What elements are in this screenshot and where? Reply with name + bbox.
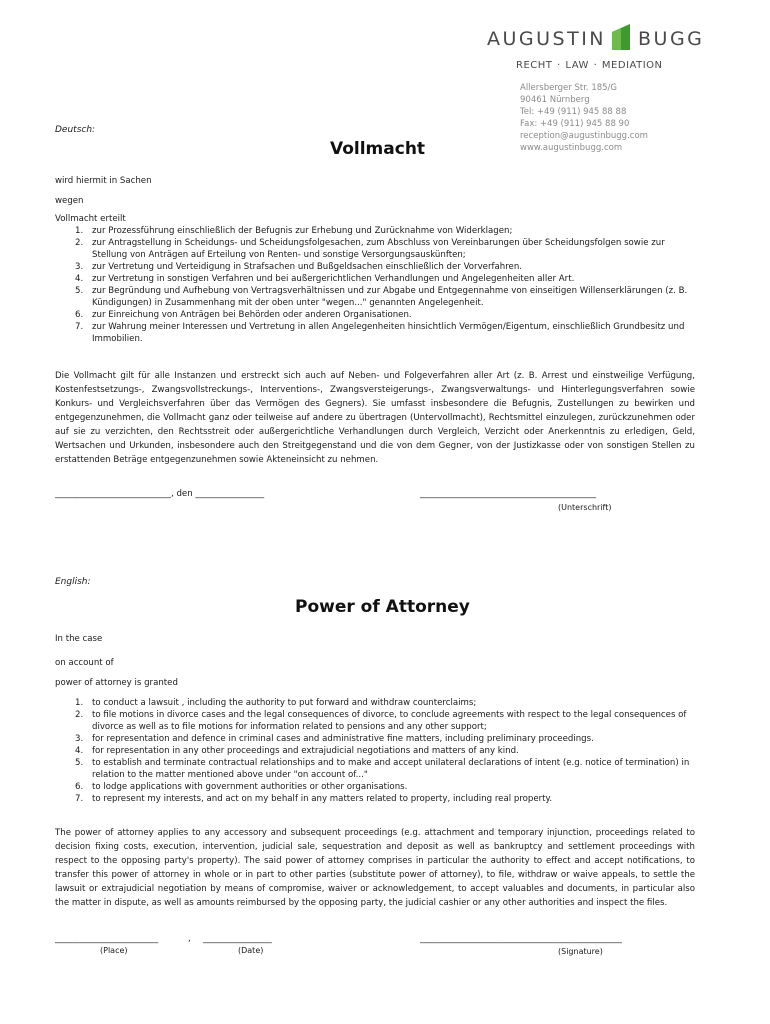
list-item: 2. zur Antragstellung in Scheidungs- und Scheidungsfolgesachen, zum Abschluss von Vereinbarungen über Scheidungsfolgen sowie zur Stellung von Anträgen auf Erteilung von Renten- und sonstige Versorgungsauskünften;	[75, 238, 665, 260]
contact-block	[520, 82, 648, 154]
english-regarding-line: on account of	[55, 658, 114, 668]
contact-line: Fax: +49 (911) 945 88 90	[520, 119, 630, 129]
german-case-line: wird hiermit in Sachen	[55, 176, 152, 186]
list-item: 7. zur Wahrung meiner Interessen und Vertretung in allen Angelegenheiten hinsichtlich Vermögen/Eigentum, einschließlich Grundbesitz und Immobilien.	[75, 322, 685, 344]
list-item: 5. zur Begründung und Aufhebung von Vertragsverhältnissen und zur Abgabe und Entgegennahme von einseitigen Willenserklärungen (z. B. Kündigungen) in Zusammenhang mit der oben unter "wegen..." genannten Angelegenheit.	[75, 286, 688, 308]
english-items-list	[55, 697, 700, 805]
contact-line: www.augustinbugg.com	[520, 143, 623, 153]
list-item: 5. to establish and terminate contractual relationships and to make and accept unilateral declarations of intent (e.g. notice of termination) in relation to the matter mentioned above under "on account of..."	[75, 758, 690, 780]
german-title: Vollmacht	[330, 139, 426, 159]
english-date-label: (Date)	[238, 946, 264, 955]
logo-right-word: BUGG	[638, 28, 705, 50]
english-label: English:	[55, 577, 91, 587]
german-label: Deutsch:	[55, 125, 96, 135]
list-item: 1. to conduct a lawsuit , including the authority to put forward and withdraw counterclaims;	[75, 698, 477, 708]
english-case-line: In the case	[55, 634, 103, 644]
german-regarding-line: wegen	[55, 196, 84, 206]
english-date-line[interactable]: ________________	[203, 934, 272, 944]
logo-tagline: RECHT · LAW · MEDIATION	[516, 60, 663, 71]
german-items-list	[55, 225, 700, 345]
list-item: 4. zur Vertretung in sonstigen Verfahren und bei außergerichtlichen Verhandlungen und Angelegenheiten aller Art.	[75, 274, 575, 284]
list-item: 1. zur Prozessführung einschließlich der Befugnis zur Erhebung und Zurücknahme von Widerklagen;	[75, 226, 513, 236]
english-place-label: (Place)	[100, 946, 128, 955]
english-granted-line: power of attorney is granted	[55, 678, 178, 688]
english-signature-line[interactable]: _______________________________________________	[420, 934, 622, 944]
german-place-date-line[interactable]: ___________________________, den ________________	[55, 489, 265, 499]
logo-left-word: AUGUSTIN	[487, 28, 607, 50]
list-item: 7. to represent my interests, and act on my behalf in any matters related to property, including real property.	[75, 794, 553, 804]
contact-line: Allersberger Str. 185/G	[520, 83, 618, 93]
contact-line: reception@augustinbugg.com	[520, 131, 648, 141]
english-comma: ,	[188, 934, 191, 944]
list-item: 6. to lodge applications with government authorities or other organisations.	[75, 782, 408, 792]
list-item: 3. zur Vertretung und Verteidigung in Strafsachen und Bußgeldsachen einschließlich der Vorverfahren.	[75, 262, 523, 272]
logo-leaf-icon	[610, 22, 634, 52]
english-title: Power of Attorney	[295, 597, 470, 617]
english-signature-label: (Signature)	[558, 947, 603, 956]
list-item: 4. for representation in any other proceedings and extrajudicial negotiations and matters of any kind.	[75, 746, 519, 756]
contact-line: 90461 Nürnberg	[520, 95, 590, 105]
german-granted-line: Vollmacht erteilt	[55, 214, 126, 224]
list-item: 6. zur Einreichung von Anträgen bei Behörden oder anderen Organisationen.	[75, 310, 412, 320]
english-place-line[interactable]: ________________________	[55, 934, 159, 944]
contact-line: Tel: +49 (911) 945 88 88	[520, 107, 627, 117]
german-signature-line[interactable]: _________________________________________	[420, 489, 597, 499]
german-scope-paragraph: Die Vollmacht gilt für alle Instanzen und erstreckt sich auch auf Neben- und Folgeverfahren aller Art (z. B. Arrest und einstweilige Verfügung, Kostenfestsetzungs-, Zwangsvollstreckungs-, Interventions-, Zwangsversteigerungs-, Zwangsverwaltungs- und Hinterlegungsverfahren sowie Konkurs- und Vergleichsverfahren über das Vermögen des Gegners). Sie umfasst insbesondere die Befugnis, Zustellungen zu bewirken und entgegenzunehmen, die Vollmacht ganz oder teilweise auf andere zu übertragen (Untervollmacht), Rechtsmittel einzulegen, zurückzunehmen oder auf sie zu verzichten, den Rechtsstreit oder außergerichtliche Verhandlungen durch Vergleich, Verzicht oder Anerkenntnis zu erledigen, Geld, Wertsachen und Urkunden, insbesondere auch den Streitgegenstand und die von dem Gegner, von der Justizkasse oder von sonstigen Stellen zu erstattenden Beträge entgegenzunehmen sowie Akteneinsicht zu nehmen.	[55, 371, 695, 465]
list-item: 2. to file motions in divorce cases and the legal consequences of divorce, to conclude agreements with respect to the legal consequences of divorce as well as to file motions for information related to pensions and any other support;	[75, 710, 687, 732]
list-item: 3. for representation and defence in criminal cases and administrative fine matters, including preliminary proceedings.	[75, 734, 594, 744]
german-signature-label: (Unterschrift)	[558, 503, 612, 512]
english-scope-paragraph: The power of attorney applies to any accessory and subsequent proceedings (e.g. attachment and temporary injunction, proceedings related to decision fixing costs, execution, intervention, judicial sale, sequestration and deposit as well as bankruptcy and settlement proceedings with respect to the opposing party's property). The said power of attorney comprises in particular the authority to effect and accept notifications, to transfer this power of attorney in whole or in part to other parties (substitute power of attorney), to file, withdraw or waive appeals, to settle the lawsuit or extrajudicial negotiation by means of compromise, waiver or acknowledgement, to accept valuables and documents, in particular also the matter in dispute, as well as amounts reimbursed by the opposing party, the judicial cashier or any other authorities and inspect the files.	[55, 828, 695, 908]
